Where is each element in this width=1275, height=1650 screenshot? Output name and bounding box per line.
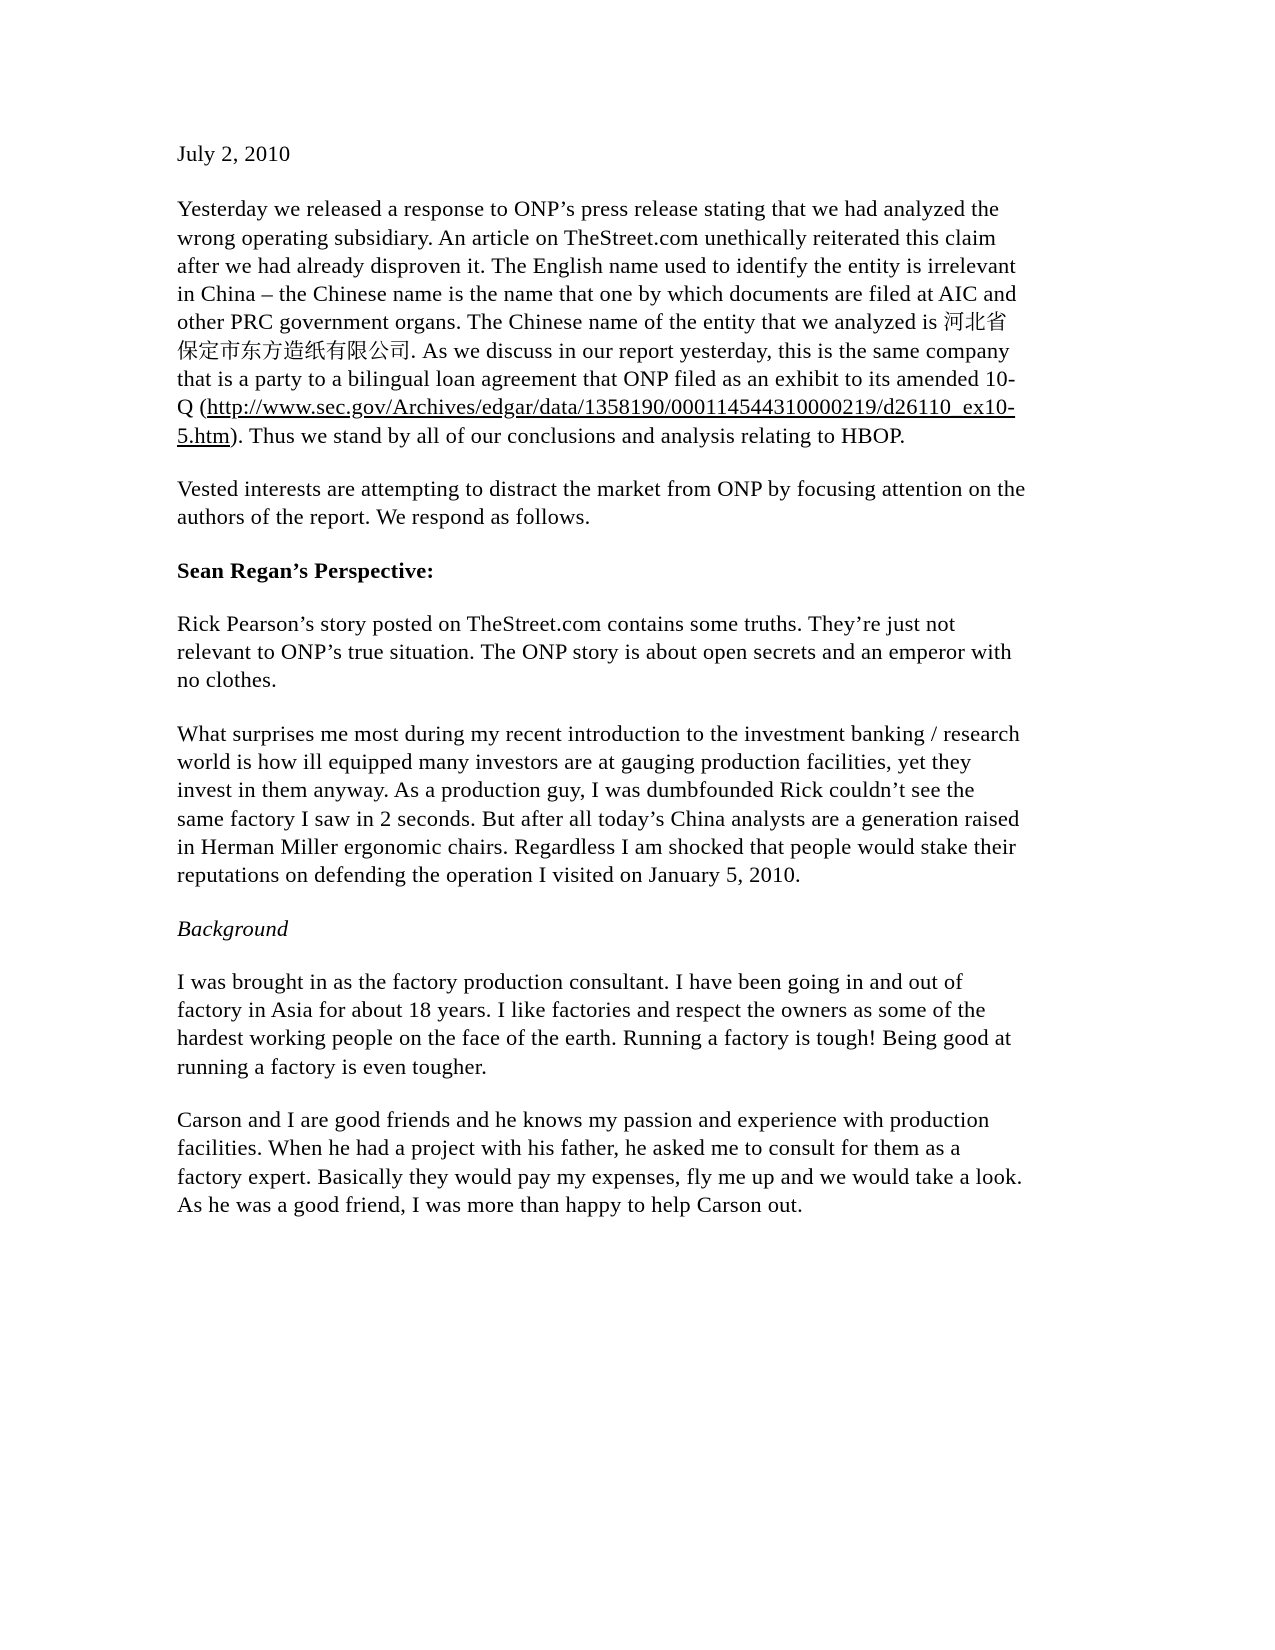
paragraph-response-seg-5: ). Thus we stand by all of our conclusions and analysis relating to HBOP. — [230, 422, 906, 448]
document-date: July 2, 2010 — [177, 141, 291, 166]
sec-filing-link[interactable]: http://www.sec.gov/Archives/edgar/data/1358190/000114544310000219/d26110_ex10-5.htm — [177, 394, 1016, 448]
paragraph-brought-in-as-consultant: I was brought in as the factory production consultant. I have been going in and out of factory in Asia for about 18 years. I like factories and respect the owners as some of the hardest working people on the face of the earth. Running a factory is tough! Being good at running a factory is even tougher. — [177, 968, 1012, 1079]
heading-background: Background — [177, 915, 289, 941]
paragraph-carson: Carson and I are good friends and he knows my passion and experience with production facilities. When he had a project with his father, he asked me to consult for them as a factory expert. Basically they would pay my expenses, fly me up and we would take a look. As he was a good friend, I was more than happy to help Carson out. — [177, 1107, 1023, 1217]
heading-sean-regan-perspective: Sean Regan’s Perspective: — [177, 557, 435, 583]
paragraph-response-seg-3: . As we discuss in our report yesterday, this is the same company that is a party to a bilingual loan agreement that ONP filed as an exhibit to its amended 10-Q ( — [177, 337, 1016, 420]
paragraph-vested-interests: Vested interests are attempting to distract the market from ONP by focusing attention on the authors of the report. We respond as follows. — [177, 475, 1026, 530]
paragraph-what-surprises-me: What surprises me most during my recent introduction to the investment banking / research world is how ill equipped many investors are at gauging production facilities, yet they invest in them anyway. As a production guy, I was dumbfounded Rick couldn’t see the same factory I saw in 2 seconds. But after all today’s China analysts are a generation raised in Herman Miller ergonomic chairs. Regardless I am shocked that people would stake their reputations on defending the operation I visited on January 5, 2010. — [177, 720, 1020, 888]
document-body — [177, 140, 1027, 1219]
chinese-company-name: 河北省保定市东方造纸有限公司 — [177, 310, 1008, 363]
paragraph-response-seg-1: Yesterday we released a response to ONP’s press release stating that we had analyzed the wrong operating subsidiary. An article on TheStreet.com unethically reiterated this claim after we had already disproven it. The English name used to identify the entity is irrelevant in China – the Chinese name is the name that one by which documents are filed at AIC and other PRC government organs. The Chinese name of the entity that we analyzed is — [177, 196, 1017, 335]
paragraph-rick-pearson: Rick Pearson’s story posted on TheStreet.com contains some truths. They’re just not relevant to ONP’s true situation. The ONP story is about open secrets and an emperor with no clothes. — [177, 610, 1012, 693]
paragraph-response — [177, 195, 1027, 450]
